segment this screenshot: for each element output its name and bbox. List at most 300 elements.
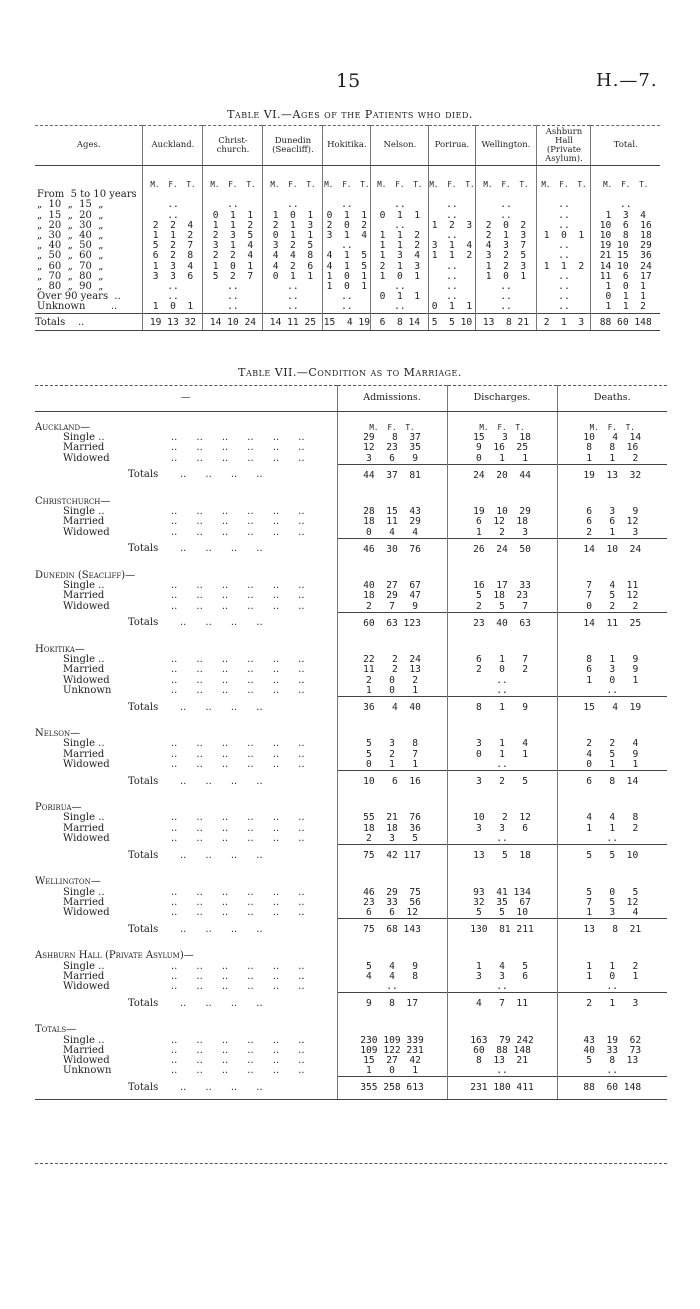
table6-cell: .. xyxy=(323,292,371,302)
table6-cell: .. xyxy=(475,200,537,210)
table7-row xyxy=(35,507,667,517)
table6-cell: 19 10 29 xyxy=(591,241,660,251)
table7-leader-dots: .. .. .. .. .. .. xyxy=(171,812,305,824)
table7-row xyxy=(35,898,667,908)
table7-admissions-cell: 5 2 7 xyxy=(337,750,447,760)
table7-discharges-cell: 5 5 10 xyxy=(447,908,557,919)
table7-totals-label-cell xyxy=(35,771,337,793)
table6-cell: .. xyxy=(537,241,591,251)
table7-section-name: Hokitika— xyxy=(35,644,85,656)
table7-deaths-cell: 5 0 5 xyxy=(557,888,667,898)
table6-mft-label: M. F. T. xyxy=(537,166,591,191)
table7-totals-label-cell xyxy=(35,845,337,867)
table6-cell: .. xyxy=(537,211,591,221)
table7-blank-cell xyxy=(557,634,667,655)
table7-admissions-total: 46 30 76 xyxy=(337,538,447,560)
table7-condition-label: Married xyxy=(63,822,105,834)
table7-condition-label: Single .. xyxy=(63,1034,105,1046)
table7-deaths-total: 2 1 3 xyxy=(557,993,667,1015)
table7-admissions-cell: 18 11 29 xyxy=(337,517,447,527)
table7-row xyxy=(35,1036,667,1046)
table7-title xyxy=(0,366,700,379)
table6-cell: 0 1 1 xyxy=(371,211,429,221)
table6-cell: .. xyxy=(537,292,591,302)
table7-totals-label-cell xyxy=(35,697,337,719)
table6-age-label: Unknown .. xyxy=(37,301,118,313)
table7-condition-label: Single .. xyxy=(63,886,105,898)
table7-condition-label: Single .. xyxy=(63,432,105,444)
table6-cell: 4 1 5 xyxy=(323,262,371,272)
table7-deaths-total: 14 10 24 xyxy=(557,538,667,560)
table7-deaths-cell: 6 3 9 xyxy=(557,507,667,517)
table7-blank-cell xyxy=(337,718,447,739)
table7-totals-label-cell xyxy=(35,538,337,560)
table7-mft-label: M. F. T. xyxy=(447,412,557,434)
table7-condition-label: Widowed xyxy=(63,526,110,538)
table6-cell: .. xyxy=(537,200,591,210)
table7-totals-dots: .. .. .. .. xyxy=(180,997,263,1009)
table6-cell: 0 1 1 xyxy=(263,231,323,241)
table7-row xyxy=(35,1066,667,1077)
table7-totals-row xyxy=(35,993,667,1015)
table7-discharges-cell: .. xyxy=(447,686,557,697)
table7-condition-label: Married xyxy=(63,590,105,602)
table7-admissions-cell: 46 29 75 xyxy=(337,888,447,898)
table7-condition-label: Single .. xyxy=(63,654,105,666)
table7-discharges-cell: .. xyxy=(447,1066,557,1077)
table6-mft-label: M. F. T. xyxy=(263,166,323,191)
table7-row-label xyxy=(35,454,337,465)
table6-cell: .. xyxy=(429,292,475,302)
table7-admissions-cell: 12 23 35 xyxy=(337,443,447,453)
table7-leader-dots: .. .. .. .. .. .. xyxy=(171,960,305,972)
table7-discharges-cell: 1 2 3 xyxy=(447,528,557,539)
table6-total-cell: 2 1 3 xyxy=(537,313,591,330)
table7-admissions-cell: 5 3 8 xyxy=(337,739,447,749)
table6-cell: 2 3 5 xyxy=(203,231,263,241)
table7-blank-cell xyxy=(337,634,447,655)
table7-deaths-cell: 4 4 8 xyxy=(557,813,667,823)
table7-blank-cell xyxy=(447,940,557,961)
table7-blank-cell xyxy=(557,792,667,813)
table6-cell: .. xyxy=(475,282,537,292)
table7-leader-dots: .. .. .. .. .. .. xyxy=(171,580,305,592)
table7-condition-label: Married xyxy=(63,748,105,760)
table6-total-cell: 15 4 19 xyxy=(323,313,371,330)
table7-discharges-cell: 2 5 7 xyxy=(447,602,557,613)
table7-row-label xyxy=(35,528,337,539)
table7-totals-label-cell xyxy=(35,612,337,634)
table7-admissions-cell: 230 109 339 xyxy=(337,1036,447,1046)
table6-cell: 3 1 4 xyxy=(203,241,263,251)
table7-deaths-cell: 1 1 2 xyxy=(557,962,667,972)
table7-deaths-cell: 0 1 1 xyxy=(557,760,667,771)
table7-leader-dots: .. .. .. .. .. .. xyxy=(171,906,305,918)
table7-leader-dots: .. .. .. .. .. .. xyxy=(171,886,305,898)
table7-row-label xyxy=(35,760,337,771)
table6-cell: .. xyxy=(203,200,263,210)
table6-totals-label: Totals .. xyxy=(35,313,143,330)
table6-cell: 4 1 5 xyxy=(323,251,371,261)
table7-discharges-cell: .. xyxy=(447,676,557,686)
table7-totals-label: Totals xyxy=(128,469,159,481)
table7-title-text: —Condition as to Marriage. xyxy=(296,366,462,379)
table6-total-cell: 13 8 21 xyxy=(475,313,537,330)
table7-deaths-cell: 1 3 4 xyxy=(557,908,667,919)
table7-blank-cell xyxy=(447,718,557,739)
table6-cell: 10 6 16 xyxy=(591,221,660,231)
table6-total-cell: 5 5 10 xyxy=(429,313,475,330)
table6-cell: .. xyxy=(143,292,203,302)
table6-col-header: Ages. xyxy=(35,126,143,166)
table7-section-name: Christchurch— xyxy=(35,496,111,508)
table7-discharges-cell: 0 1 1 xyxy=(447,454,557,465)
table7-deaths-total: 15 4 19 xyxy=(557,697,667,719)
table6-cell: 2 2 4 xyxy=(203,251,263,261)
table7-deaths-cell: 8 8 16 xyxy=(557,443,667,453)
table6-cell: .. xyxy=(323,241,371,251)
table6-cell: 2 1 3 xyxy=(371,262,429,272)
table7-discharges-cell: 19 10 29 xyxy=(447,507,557,517)
table7-totals-dots: .. .. .. .. xyxy=(180,543,263,555)
table6-cell: 14 10 24 xyxy=(591,262,660,272)
table6-mft-label: M. F. T. xyxy=(143,166,203,191)
table7-discharges-total: 130 81 211 xyxy=(447,919,557,941)
table6-cell: .. xyxy=(371,282,429,292)
table6-cell: .. xyxy=(143,200,203,210)
table7-condition-label: Single .. xyxy=(63,960,105,972)
table6-cell: .. xyxy=(537,221,591,231)
table7-totals-label: Totals xyxy=(128,923,159,935)
table7-condition-label: Widowed xyxy=(63,452,110,464)
table7-condition-label: Widowed xyxy=(63,758,110,770)
table7-condition-label: Married xyxy=(63,1044,105,1056)
table6-totals-row xyxy=(35,313,660,330)
table7-blank-cell xyxy=(337,560,447,581)
table7-admissions-cell: 5 4 9 xyxy=(337,962,447,972)
table6-cell: .. xyxy=(429,272,475,282)
table7-deaths-cell: 1 1 2 xyxy=(557,454,667,465)
table7-leader-dots: .. .. .. .. .. .. xyxy=(171,1034,305,1046)
table7-admissions-cell: 11 2 13 xyxy=(337,665,447,675)
table7-admissions-total: 75 68 143 xyxy=(337,919,447,941)
table7-blank-cell xyxy=(337,486,447,507)
table7-condition-label: Married xyxy=(63,896,105,908)
table7-admissions-cell: 6 6 12 xyxy=(337,908,447,919)
table7-row xyxy=(35,1046,667,1056)
table6-total-cell: 6 8 14 xyxy=(371,313,429,330)
table6-cell: 3 2 5 xyxy=(475,251,537,261)
table6-mft-label: M. F. T. xyxy=(475,166,537,191)
table7-totals-dots: .. .. .. .. xyxy=(180,617,263,629)
table7-row xyxy=(35,824,667,834)
table7-section-name: Dunedin (Seacliff)— xyxy=(35,570,136,582)
table7-blank-cell xyxy=(557,866,667,887)
table7-totals-label: Totals xyxy=(128,701,159,713)
table7-admissions-cell: 0 4 4 xyxy=(337,528,447,539)
table7-admissions-cell: 2 3 5 xyxy=(337,834,447,845)
table6-cell: .. xyxy=(429,231,475,241)
table7-row xyxy=(35,517,667,527)
table6-cell: .. xyxy=(537,302,591,313)
table6-cell: 2 1 3 xyxy=(263,221,323,231)
table7-discharges-cell: 3 3 6 xyxy=(447,824,557,834)
table7-totals-row xyxy=(35,1077,667,1099)
table6-cell: 1 0 1 xyxy=(371,272,429,282)
table7-deaths-total: 13 8 21 xyxy=(557,919,667,941)
table6-cell: 1 1 2 xyxy=(537,262,591,272)
table7-row xyxy=(35,686,667,697)
table7-blank-cell xyxy=(447,634,557,655)
table6-age-label: „ 40 „ 50 „ xyxy=(37,240,104,252)
table7-discharges-cell: .. xyxy=(447,760,557,771)
table7-row xyxy=(35,665,667,675)
table7-admissions-cell: 2 0 2 xyxy=(337,676,447,686)
table6-mft-row xyxy=(35,166,660,191)
table7-leader-dots: .. .. .. .. .. .. xyxy=(171,442,305,454)
table7-discharges-cell: 8 13 21 xyxy=(447,1056,557,1066)
table7-blank-cell xyxy=(337,940,447,961)
table6-age-label: „ 80 „ 90 „ xyxy=(37,281,104,293)
table6-mft-spacer xyxy=(35,166,143,191)
table7-condition-label: Married xyxy=(63,516,105,528)
table7-blank-cell xyxy=(447,1014,557,1035)
table7-discharges-cell: 93 41 134 xyxy=(447,888,557,898)
table6-cell: 4 2 6 xyxy=(263,262,323,272)
table7-discharges-total: 8 1 9 xyxy=(447,697,557,719)
table7-deaths-cell: 1 1 2 xyxy=(557,824,667,834)
table7-totals-label: Totals xyxy=(128,775,159,787)
table6-cell: 0 1 1 xyxy=(263,272,323,282)
table7-deaths-cell: .. xyxy=(557,1066,667,1077)
table6-cell: 1 1 2 xyxy=(371,241,429,251)
table7-admissions-cell: 0 1 1 xyxy=(337,760,447,771)
table6-cell: 5 2 7 xyxy=(203,272,263,282)
table7-section-header xyxy=(35,560,667,581)
table7-discharges-cell: 0 1 1 xyxy=(447,750,557,760)
table7-deaths-cell: .. xyxy=(557,982,667,993)
table7-totals-dots: .. .. .. .. xyxy=(180,469,263,481)
table6-cell: 2 0 2 xyxy=(475,221,537,231)
table7-deaths-total: 19 13 32 xyxy=(557,464,667,486)
table7-admissions-cell: 1 0 1 xyxy=(337,686,447,697)
table7-mft-label: M. F. T. xyxy=(337,412,447,434)
table6-mft-label: M. F. T. xyxy=(371,166,429,191)
table6-cell: 0 1 1 xyxy=(591,292,660,302)
table7-totals-dots: .. .. .. .. xyxy=(180,775,263,787)
table7-condition-label: Widowed xyxy=(63,980,110,992)
table7-row-label xyxy=(35,602,337,613)
table6-cell: .. xyxy=(475,302,537,313)
table7-deaths-cell: 10 4 14 xyxy=(557,433,667,443)
table6-mft-label: M. F. T. xyxy=(429,166,475,191)
table7-discharges-total: 24 20 44 xyxy=(447,464,557,486)
table7-row xyxy=(35,834,667,845)
table7-blank-cell xyxy=(447,792,557,813)
table6-row xyxy=(35,302,660,313)
table6-age-label: „ 15 „ 20 „ xyxy=(37,209,104,221)
table6-cell: .. xyxy=(371,302,429,313)
table7-deaths-total: 14 11 25 xyxy=(557,612,667,634)
table6-cell: 6 2 8 xyxy=(143,251,203,261)
table7-discharges-cell: 10 2 12 xyxy=(447,813,557,823)
table7-condition-label: Single .. xyxy=(63,738,105,750)
table6-cell: 1 0 1 xyxy=(143,302,203,313)
table6-cell: 1 1 2 xyxy=(371,231,429,241)
table6-cell: .. xyxy=(429,211,475,221)
table7-deaths-cell: 2 1 3 xyxy=(557,528,667,539)
table7-row xyxy=(35,676,667,686)
table7-discharges-cell: 6 1 7 xyxy=(447,655,557,665)
table7-deaths-cell: 43 19 62 xyxy=(557,1036,667,1046)
table7-col-header: Admissions. xyxy=(337,386,447,412)
table6-total-cell: 14 10 24 xyxy=(203,313,263,330)
page-number: 15 xyxy=(336,70,361,92)
table7-section-header xyxy=(35,792,667,813)
table6-total-cell: 14 11 25 xyxy=(263,313,323,330)
table6-cell: .. xyxy=(429,262,475,272)
table7-totals-label-cell xyxy=(35,1077,337,1099)
table7-leader-dots: .. .. .. .. .. .. xyxy=(171,896,305,908)
table7-admissions-total: 36 4 40 xyxy=(337,697,447,719)
table7-totals-label: Totals xyxy=(128,1081,159,1093)
table6-cell: .. xyxy=(203,282,263,292)
table7-totals-row xyxy=(35,697,667,719)
table7-blank-cell xyxy=(557,560,667,581)
table7-admissions-cell: 28 15 43 xyxy=(337,507,447,517)
table7-col-header: Discharges. xyxy=(447,386,557,412)
table6-cell: 1 1 2 xyxy=(203,221,263,231)
table7-row xyxy=(35,750,667,760)
table7-leader-dots: .. .. .. .. .. .. xyxy=(171,654,305,666)
table6-cell: 1 1 2 xyxy=(591,302,660,313)
table7-mft-label: M. F. T. xyxy=(557,412,667,434)
table7-admissions-cell: 4 4 8 xyxy=(337,972,447,982)
table7-section-name: Porirua— xyxy=(35,802,82,814)
table7-discharges-cell: 15 3 18 xyxy=(447,433,557,443)
table6-ages-of-patients xyxy=(35,125,660,331)
table6-cell: 11 6 17 xyxy=(591,272,660,282)
table7-admissions-cell: 15 27 42 xyxy=(337,1056,447,1066)
table6-title-text: —Ages of the Patients who died. xyxy=(281,108,473,121)
table7-row-label xyxy=(35,686,337,697)
table6-cell: 3 1 4 xyxy=(323,231,371,241)
table6-cell: 1 0 1 xyxy=(323,282,371,292)
table6-cell: 3 1 4 xyxy=(429,241,475,251)
table7-leader-dots: .. .. .. .. .. .. xyxy=(171,832,305,844)
table6-cell: 1 0 1 xyxy=(591,282,660,292)
table7-totals-label-cell xyxy=(35,919,337,941)
table7-admissions-total: 355 258 613 xyxy=(337,1077,447,1099)
table7-discharges-cell: 9 16 25 xyxy=(447,443,557,453)
bottom-rule xyxy=(35,1163,667,1164)
table6-cell: .. xyxy=(263,282,323,292)
table6-cell: 0 1 1 xyxy=(429,302,475,313)
table7-condition-label: Married xyxy=(63,442,105,454)
table7-totals-dots: .. .. .. .. xyxy=(180,923,263,935)
table6-cell: .. xyxy=(323,302,371,313)
table7-leader-dots: .. .. .. .. .. .. xyxy=(171,748,305,760)
table7-leader-dots: .. .. .. .. .. .. xyxy=(171,1044,305,1056)
table7-leader-dots: .. .. .. .. .. .. xyxy=(171,1054,305,1066)
table6-col-header: Total. xyxy=(591,126,660,166)
table7-deaths-cell: 1 0 1 xyxy=(557,972,667,982)
table7-blank-cell xyxy=(447,486,557,507)
table6-col-header: Ashburn Hall (Private Asylum). xyxy=(537,126,591,166)
table7-deaths-total: 88 60 148 xyxy=(557,1077,667,1099)
table7-leader-dots: .. .. .. .. .. .. xyxy=(171,1065,305,1077)
table6-title xyxy=(0,108,700,121)
table7-leader-dots: .. .. .. .. .. .. xyxy=(171,452,305,464)
table6-cell: .. xyxy=(429,282,475,292)
table7-row xyxy=(35,760,667,771)
table7-section-header xyxy=(35,1014,667,1035)
table7-totals-label-cell xyxy=(35,464,337,486)
table6-cell: 1 0 1 xyxy=(203,262,263,272)
table7-condition-label: Single .. xyxy=(63,812,105,824)
table6-cell: .. xyxy=(203,302,263,313)
table7-admissions-cell: 109 122 231 xyxy=(337,1046,447,1056)
table6-cell: 1 3 4 xyxy=(591,211,660,221)
table7-section-name: Nelson— xyxy=(35,728,81,740)
table7-condition-label: Single .. xyxy=(63,580,105,592)
table7-condition-label: Widowed xyxy=(63,600,110,612)
table7-blank-cell xyxy=(337,866,447,887)
table6-cell: .. xyxy=(263,302,323,313)
table6-cell: 3 2 5 xyxy=(263,241,323,251)
table6-mft-label: M. F. T. xyxy=(591,166,660,191)
table7-row xyxy=(35,888,667,898)
table6-col-header: Nelson. xyxy=(371,126,429,166)
table7-admissions-cell: .. xyxy=(337,982,447,993)
table6-age-label: From 5 to 10 years xyxy=(37,189,137,201)
table6-cell: .. xyxy=(537,251,591,261)
table7-section-header xyxy=(35,634,667,655)
table6-age-label: „ 70 „ 80 „ xyxy=(37,270,104,282)
table7-blank-cell xyxy=(557,486,667,507)
table7-totals-label-cell xyxy=(35,993,337,1015)
table6-cell: 1 2 3 xyxy=(475,262,537,272)
table7-admissions-total: 44 37 81 xyxy=(337,464,447,486)
table7-discharges-total: 3 2 5 xyxy=(447,771,557,793)
table6-cell: .. xyxy=(475,292,537,302)
table6-cell: 1 1 2 xyxy=(429,251,475,261)
table7-admissions-cell: 29 8 37 xyxy=(337,433,447,443)
table7-blank-cell xyxy=(447,866,557,887)
table6-cell: 0 1 1 xyxy=(323,211,371,221)
table6-cell: .. xyxy=(143,282,203,292)
table6-age-label: „ 60 „ 70 „ xyxy=(37,260,104,272)
table6-col-header: Auckland. xyxy=(143,126,203,166)
table6-col-header: Christ-church. xyxy=(203,126,263,166)
table7-discharges-total: 4 7 11 xyxy=(447,993,557,1015)
table7-condition-label: Single .. xyxy=(63,506,105,518)
table6-age-label: „ 50 „ 60 „ xyxy=(37,250,104,262)
table7-totals-dots: .. .. .. .. xyxy=(180,701,263,713)
table7-deaths-cell: 5 8 13 xyxy=(557,1056,667,1066)
table7-condition-label: Widowed xyxy=(63,906,110,918)
table7-condition-label: Widowed xyxy=(63,1054,110,1066)
table6-cell: 2 0 2 xyxy=(323,221,371,231)
table6-total-cell: 88 60 148 xyxy=(591,313,660,330)
table6-mft-label: M. F. T. xyxy=(203,166,263,191)
table6-cell: .. xyxy=(143,211,203,221)
table7-totals-row xyxy=(35,919,667,941)
table7-totals-dots: .. .. .. .. xyxy=(180,849,263,861)
table7-col-header: Deaths. xyxy=(557,386,667,412)
table6-cell: .. xyxy=(371,221,429,231)
table6-title-prefix: Table VI. xyxy=(227,108,282,121)
